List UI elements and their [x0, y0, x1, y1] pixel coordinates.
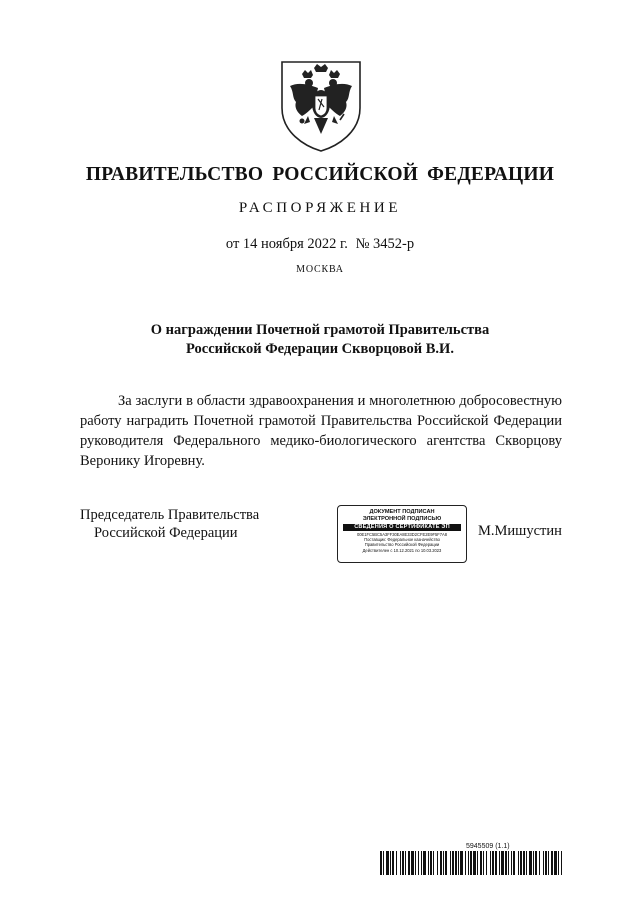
- document-subject: [0, 321, 640, 359]
- barcode-bar: [465, 851, 466, 875]
- barcode-bar: [443, 851, 444, 875]
- barcode-bar: [529, 851, 532, 875]
- barcode-bar: [415, 851, 416, 875]
- barcode-bar: [473, 851, 476, 875]
- barcode-bar: [421, 851, 422, 875]
- stamp-title-line-2: ЭЛЕКТРОННОЙ ПОДПИСЬЮ: [362, 516, 442, 522]
- barcode-bar: [518, 851, 519, 875]
- barcode-bar: [492, 851, 494, 875]
- coat-of-arms-emblem: [278, 58, 364, 154]
- barcode-bar: [402, 851, 404, 875]
- barcode-bar: [483, 851, 484, 875]
- barcode-bar: [535, 851, 537, 875]
- signer-name: М.Мишустин: [478, 523, 562, 539]
- barcode-bar: [539, 851, 540, 875]
- stamp-title: [338, 509, 466, 523]
- barcode-bar: [460, 851, 463, 875]
- stamp-serial: 00E1FC5BC5A3FF30EA8E33D2CFE2E9F5F7A8: [356, 532, 448, 537]
- subject-line-1: О награждении Почетной грамотой Правительства: [150, 322, 490, 338]
- stamp-title-line-1: ДОКУМЕНТ ПОДПИСАН: [369, 509, 435, 515]
- signer-position-line-1: Председатель Правительства: [80, 507, 260, 523]
- decree-body-paragraph: За заслуги в области здравоохранения и многолетнюю добросовестную работу наградить Почетной грамотой Правительства Российской Федерации руководителя Федерального медико-биологического агентства Скворцову Веронику Игоревну.: [80, 393, 562, 469]
- government-title: ПРАВИТЕЛЬСТВО РОССИЙСКОЙ ФЕДЕРАЦИИ: [85, 164, 555, 185]
- subject-line-2: Российской Федерации Скворцовой В.И.: [186, 341, 454, 357]
- barcode-bar: [533, 851, 534, 875]
- barcode-bar: [499, 851, 500, 875]
- barcode-bar: [468, 851, 469, 875]
- barcode-bar: [554, 851, 557, 875]
- barcode-bar: [430, 851, 432, 875]
- barcode-bar: [520, 851, 522, 875]
- document-type: РАСПОРЯЖЕНИЕ: [238, 200, 402, 216]
- barcode-bar: [408, 851, 410, 875]
- barcode-bar: [458, 851, 459, 875]
- barcode-bar: [455, 851, 457, 875]
- barcode-bar: [548, 851, 549, 875]
- barcode-number: 5945509 (1.1): [466, 843, 510, 850]
- barcode-bar: [495, 851, 497, 875]
- barcode-bar: [418, 851, 419, 875]
- barcode-image: [380, 851, 562, 875]
- barcode-bar: [558, 851, 559, 875]
- signer-position-line-2: Российской Федерации: [94, 525, 238, 541]
- barcode-bar: [450, 851, 451, 875]
- barcode-bar: [513, 851, 515, 875]
- barcode-bar: [523, 851, 525, 875]
- barcode-bar: [477, 851, 478, 875]
- barcode-bar: [561, 851, 562, 875]
- barcode-bar: [411, 851, 414, 875]
- barcode-bar: [486, 851, 487, 875]
- barcode-bar: [505, 851, 507, 875]
- barcode-bar: [511, 851, 512, 875]
- barcode-bar: [551, 851, 553, 875]
- barcode-bar: [508, 851, 509, 875]
- stamp-provider-line-1: Поставщик: Федеральное казначейство: [364, 537, 440, 543]
- barcode-bar: [452, 851, 454, 875]
- barcode-bar: [400, 851, 401, 875]
- stamp-validity: Действителен с 10.12.2021 по 10.03.2023: [362, 547, 442, 553]
- barcode-bar: [543, 851, 544, 875]
- barcode-bar: [390, 851, 391, 875]
- barcode-bar: [437, 851, 438, 875]
- barcode-bar: [445, 851, 447, 875]
- barcode-bar: [396, 851, 397, 875]
- document-city: МОСКВА: [296, 264, 344, 275]
- barcode-bar: [383, 851, 384, 875]
- barcode-bar: [501, 851, 504, 875]
- barcode-bar: [545, 851, 547, 875]
- barcode-bar: [433, 851, 434, 875]
- document-number: № 3452-р: [355, 236, 415, 252]
- electronic-signature-stamp: [337, 505, 467, 563]
- barcode-bar: [526, 851, 527, 875]
- signer-position: [80, 506, 300, 542]
- barcode-bar: [470, 851, 472, 875]
- barcode-bar: [428, 851, 429, 875]
- barcode-bar: [392, 851, 394, 875]
- barcode-bar: [423, 851, 426, 875]
- barcode-bar: [386, 851, 389, 875]
- stamp-provider-line-2: Правительство Российской Федерации: [364, 542, 440, 548]
- barcode-bar: [440, 851, 442, 875]
- stamp-certificate-header: СВЕДЕНИЯ О СЕРТИФИКАТЕ ЭП: [343, 524, 461, 531]
- barcode-bar: [405, 851, 406, 875]
- barcode-bar: [490, 851, 491, 875]
- document-date-number: [0, 236, 640, 253]
- barcode-bar: [380, 851, 382, 875]
- document-date: от 14 ноября 2022 г.: [225, 236, 348, 252]
- barcode-bar: [480, 851, 482, 875]
